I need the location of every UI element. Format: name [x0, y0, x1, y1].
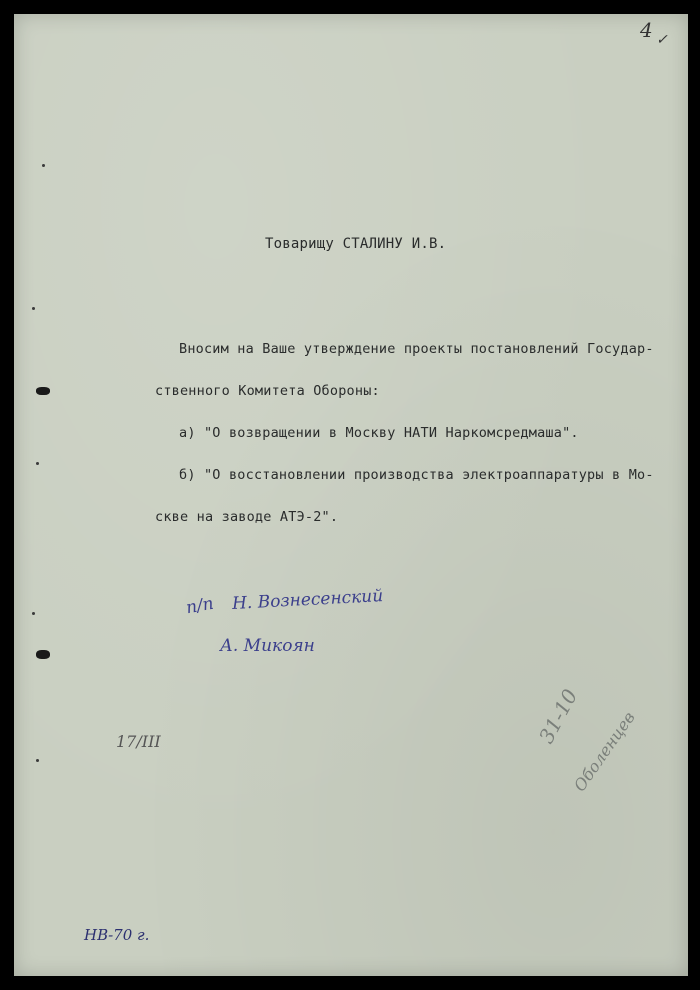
binding-mark: [32, 612, 35, 615]
punch-hole: [36, 650, 50, 659]
item-b-line-2: скве на заводе АТЭ-2".: [155, 509, 339, 525]
archive-mark: НВ-70 г.: [84, 926, 150, 944]
binding-mark: [42, 164, 45, 167]
binding-mark: [36, 759, 39, 762]
signature-prefix: п/п: [184, 593, 216, 619]
body-line-1: Вносим на Ваше утверждение проекты постановлений Государ-: [179, 341, 654, 357]
date-note: 17/III: [116, 732, 161, 751]
punch-hole: [36, 387, 50, 395]
signature-voznesensky: Н. Вознесенский: [231, 586, 384, 614]
corner-name: Оболенцев: [570, 708, 639, 795]
corner-number: 31-10: [534, 685, 583, 748]
page-number: 4: [640, 18, 653, 42]
binding-mark: [32, 307, 35, 310]
item-b-line-1: б) "О восстановлении производства электроаппаратуры в Мо-: [179, 467, 654, 483]
signature-mikoyan: А. Микоян: [220, 636, 315, 656]
body-line-2: ственного Комитета Обороны:: [155, 383, 380, 399]
check-mark-icon: ✓: [656, 32, 668, 48]
document-sheet: [14, 14, 688, 976]
addressee: Товарищу СТАЛИНУ И.В.: [265, 236, 447, 252]
binding-mark: [36, 462, 39, 465]
item-a: а) "О возвращении в Москву НАТИ Наркомсредмаша".: [179, 425, 579, 441]
